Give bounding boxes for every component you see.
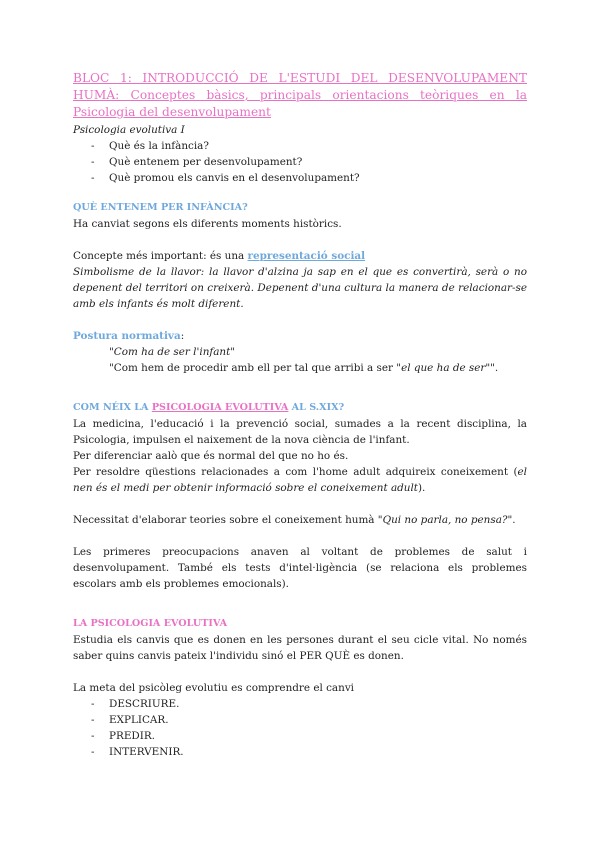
quote-2-prefix: "Com hem de procedir amb ell per tal que arribi a ser " [109, 362, 402, 374]
section-heading-psicologia [73, 400, 527, 416]
document-title: BLOC 1: INTRODUCCIÓ DE L'ESTUDI DEL DESENVOLUPAMENT HUMÀ: Conceptes bàsics, principals orientacions teòriques en la Psicologia del desenvolupament [73, 71, 527, 119]
paragraph: Per diferenciar aalò que és normal del que no ho és. [73, 450, 349, 462]
concept-text: Concepte més important: és una [73, 250, 248, 262]
list-item: - Què entenem per desenvolupament? [73, 154, 527, 170]
heading-suffix: AL S.XIX? [288, 402, 345, 413]
concept-paragraph [73, 248, 527, 264]
concept-link[interactable]: representació social [247, 250, 366, 262]
psicologia-evolutiva-link[interactable]: PSICOLOGIA EVOLUTIVA [151, 402, 289, 413]
quote-line [73, 360, 527, 376]
quote-2-italic: el que ha de ser [401, 362, 486, 374]
postura-label: Postura normativa [73, 330, 181, 342]
postura-label-line [73, 328, 527, 344]
italic-span: el nen és el medi per obtenir informació sobre el coneixement adult [73, 466, 527, 494]
paragraph: Les primeres preocupacions anaven al voltant de problemes de salut i desenvolupament. També els tests d'intel·ligència (se relaciona els problemes escolars amb els problemes emocionals). [73, 546, 527, 590]
paragraph: La medicina, l'educació i la prevenció social, sumades a la recent disciplina, la Psicologia, impulsen el naixement de la nova ciència de l'infant. [73, 418, 527, 446]
paragraph [73, 512, 527, 528]
list-item: - INTERVENIR. [73, 744, 527, 760]
paragraph [73, 464, 527, 496]
text-span: ". [507, 514, 516, 526]
list-item: - Què és la infància? [73, 138, 527, 154]
questions-list [73, 138, 527, 186]
goals-list [73, 696, 527, 760]
italic-span: Qui no parla, no pensa? [382, 514, 508, 526]
list-item: - EXPLICAR. [73, 712, 527, 728]
section-heading-infancia: QUÈ ENTENEM PER INFÀNCIA? [73, 202, 248, 213]
section-heading-la-psicologia: LA PSICOLOGIA EVOLUTIVA [73, 618, 228, 629]
text-span: Necessitat d'elaborar teories sobre el coneixement humà " [73, 514, 383, 526]
paragraph: La meta del psicòleg evolutiu es comprendre el canvi [73, 682, 355, 694]
quote-line [73, 344, 527, 360]
symbolism-paragraph: Simbolisme de la llavor: la llavor d'alzina ja sap en el que es convertirà, serà o no depenent del territori on creixerà. Depenent d'una cultura la manera de relacionar-se amb els infants és molt diferent. [73, 266, 527, 310]
paragraph: Estudia els canvis que es donen en les persones durant el seu cicle vital. No només saber quins canvis pateix l'individu sinó el PER QUÈ es donen. [73, 634, 527, 662]
list-item: - Què promou els canvis en el desenvolupament? [73, 170, 527, 186]
quote-2-suffix: "". [485, 362, 499, 374]
list-item: - DESCRIURE. [73, 696, 527, 712]
quote-1: "Com ha de ser l'infant" [109, 346, 236, 358]
text-span: Per resoldre qüestions relacionades a com l'home adult adquireix coneixement ( [73, 466, 518, 478]
heading-prefix: COM NÉIX LA [73, 402, 152, 413]
postura-colon: : [180, 330, 185, 342]
list-item: - PREDIR. [73, 728, 527, 744]
paragraph: Ha canviat segons els diferents moments històrics. [73, 218, 342, 230]
document-subtitle: Psicologia evolutiva I [73, 124, 185, 136]
text-span: ). [418, 482, 426, 494]
